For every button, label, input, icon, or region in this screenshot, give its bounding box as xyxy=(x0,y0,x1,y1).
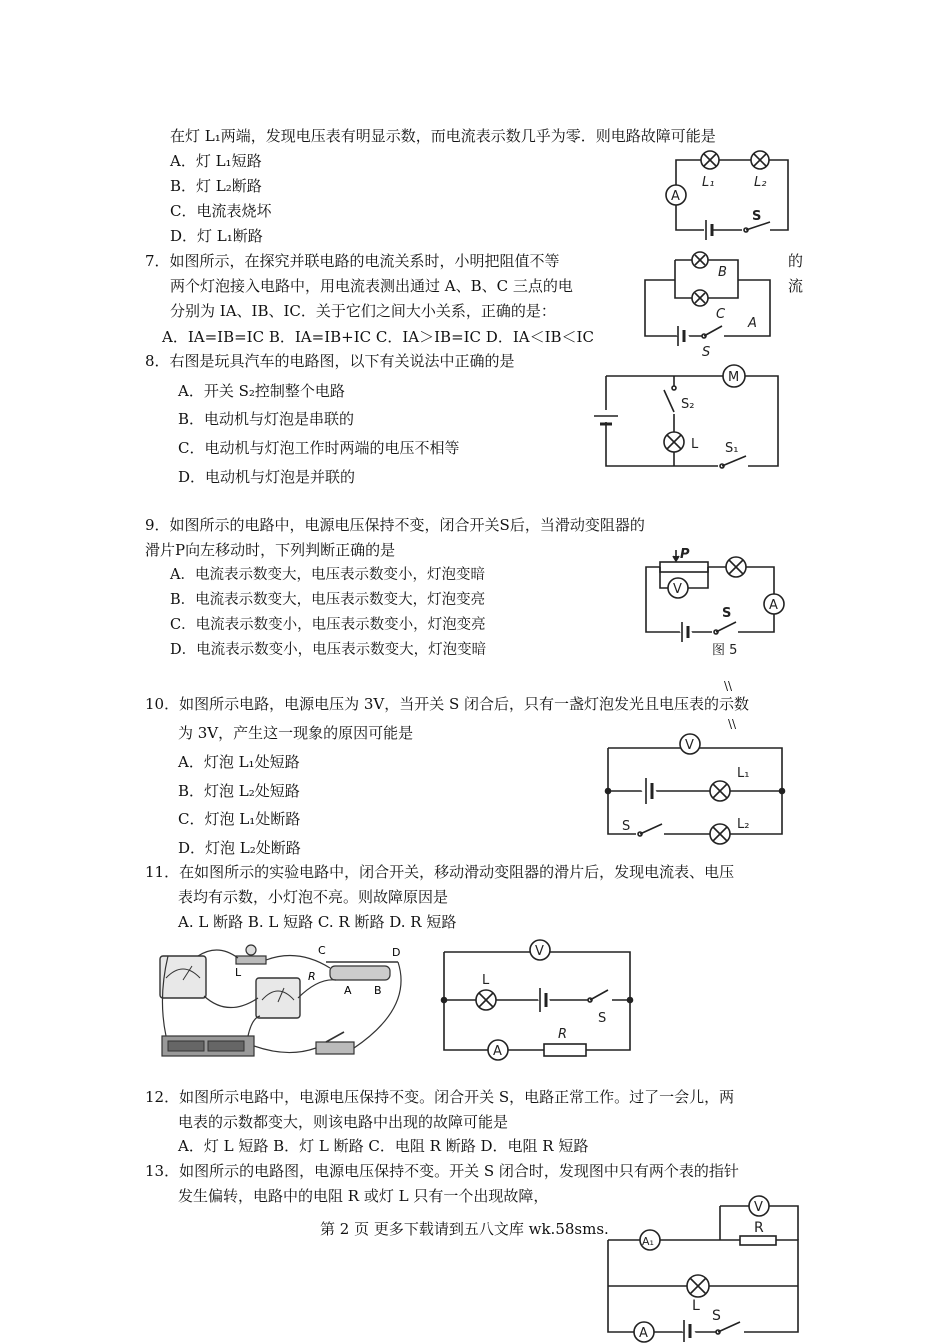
lamp-label: L xyxy=(482,973,490,988)
figure-caption: 图 5 xyxy=(712,643,738,658)
q7-circuit-diagram xyxy=(640,248,780,358)
page-footer: 第 2 页 更多下载请到五八文库 wk.58sms. xyxy=(320,1220,609,1238)
lamp-label: L xyxy=(691,437,699,452)
q9-option-b: B．电流表示数变大，电压表示数变大，灯泡变亮 xyxy=(170,592,486,608)
switch-label: S xyxy=(598,1011,607,1026)
switch-label: S xyxy=(752,209,762,224)
q8-stem: 8．右图是玩具汽车的电路图，以下有关说法中正确的是 xyxy=(145,352,515,370)
q12-line-1: 12．如图所示电路中，电源电压保持不变。闭合开关 S，电路正常工作。过了一会儿，两 xyxy=(145,1088,735,1106)
photo-label-b: B xyxy=(374,984,382,997)
q9-circuit-diagram xyxy=(640,546,800,661)
photo-label-r: R xyxy=(308,970,316,983)
point-c-label: C xyxy=(716,307,726,322)
q11-line-2: 表均有示数，小灯泡不亮。则故障原因是 xyxy=(178,888,449,906)
resistor-icon xyxy=(740,1236,776,1245)
ammeter-label: A xyxy=(671,189,680,204)
q6-option-d: D．灯 L₁断路 xyxy=(170,227,263,245)
lamp2-label: L₂ xyxy=(754,175,767,190)
ammeter-label: A xyxy=(493,1044,502,1059)
rheostat-device-icon xyxy=(330,966,390,980)
point-b-label: B xyxy=(718,265,727,280)
q6-stem: 在灯 L₁两端，发现电压表有明显示数，而电流表示数几乎为零．则电路故障可能是 xyxy=(170,127,716,145)
switch-label: S xyxy=(712,1308,721,1324)
photo-label-a: A xyxy=(344,984,352,997)
q7-line-1-tail: 的 xyxy=(788,252,804,270)
q10-mark-right: \\ xyxy=(728,717,737,731)
voltmeter-label: V xyxy=(535,944,544,959)
resistor-label: R xyxy=(558,1027,568,1042)
bulb-holder-icon xyxy=(236,956,266,964)
photo-label-l: L xyxy=(235,966,242,979)
q13-line-1: 13．如图所示的电路图，电源电压保持不变。开关 S 闭合时，发现图中只有两个表的指针 xyxy=(145,1162,739,1180)
q7-line-3: 分别为 IA、IB、IC．关于它们之间大小关系，正确的是： xyxy=(170,302,556,320)
q8-option-a: A．开关 S₂控制整个电路 xyxy=(178,382,345,400)
q7-line-1: 7．如图所示，在探究并联电路的电流关系时，小明把阻值不等 xyxy=(145,252,560,270)
q13-line-2: 发生偏转，电路中的电阻 R 或灯 L 只有一个出现故障， xyxy=(178,1187,549,1205)
q9-line-1: 9．如图所示的电路中，电源电压保持不变，闭合开关S后，当滑动变阻器的 xyxy=(145,516,645,534)
q7-line-2: 两个灯泡接入电路中，用电流表测出通过 A、B、C 三点的电 xyxy=(170,277,573,295)
lamp1-label: L₁ xyxy=(737,766,750,781)
lamp1-label: L₁ xyxy=(702,175,715,190)
switch-label: S xyxy=(622,819,631,834)
q6-option-a: A．灯 L₁短路 xyxy=(170,152,262,170)
switch-label: S xyxy=(722,606,732,621)
q9-option-d: D．电流表示数变小，电压表示数变大，灯泡变暗 xyxy=(170,642,487,658)
switch-device-icon xyxy=(316,1042,354,1054)
q7-options: A．IA=IB=IC B．IA=IB+IC C．IA＞IB=IC D．IA＜IB＜IC xyxy=(162,328,594,346)
q10-option-a: A．灯泡 L₁处短路 xyxy=(178,753,300,771)
voltmeter-label: V xyxy=(754,1200,763,1215)
voltmeter-label: V xyxy=(685,738,694,753)
q11-options: A. L 断路 B. L 短路 C. R 断路 D. R 短路 xyxy=(178,913,457,931)
q11-apparatus-photo xyxy=(148,938,413,1068)
ammeter1-label: A₁ xyxy=(642,1235,654,1248)
q10-option-d: D．灯泡 L₂处断路 xyxy=(178,839,301,857)
bulb-icon xyxy=(246,945,256,955)
lamp-label: L xyxy=(692,1298,700,1314)
q6-option-c: C．电流表烧坏 xyxy=(170,202,272,220)
ammeter-label: A xyxy=(769,598,778,613)
q10-circuit-diagram xyxy=(600,730,790,845)
resistor-label: R xyxy=(754,1220,764,1236)
q6-option-b: B．灯 L₂断路 xyxy=(170,177,262,195)
q10-option-c: C．灯泡 L₁处断路 xyxy=(178,810,301,828)
q12-options: A．灯 L 短路 B．灯 L 断路 C．电阻 R 断路 D．电阻 R 短路 xyxy=(178,1137,589,1155)
q10-mark-top: \\ xyxy=(724,679,733,693)
photo-label-c: C xyxy=(318,944,326,957)
q9-line-2: 滑片P向左移动时，下列判断正确的是 xyxy=(145,541,396,559)
point-a-label: A xyxy=(748,316,757,331)
photo-label-d: D xyxy=(392,946,401,959)
q9-option-c: C．电流表示数变小，电压表示数变小，灯泡变亮 xyxy=(170,617,486,633)
ammeter-label: A xyxy=(639,1326,648,1341)
switch-label: S xyxy=(702,345,711,360)
motor-label: M xyxy=(728,370,740,385)
q6-circuit-diagram xyxy=(660,148,800,243)
slider-p-label: P xyxy=(680,547,690,562)
q8-option-b: B．电动机与灯泡是串联的 xyxy=(178,410,355,428)
q12-line-2: 电表的示数都变大，则该电路中出现的故障可能是 xyxy=(178,1113,509,1131)
q11-line-1: 11．在如图所示的实验电路中，闭合开关，移动滑动变阻器的滑片后，发现电流表、电压 xyxy=(145,863,735,881)
voltmeter-label: V xyxy=(673,582,682,597)
q10-option-b: B．灯泡 L₂处短路 xyxy=(178,782,300,800)
q13-circuit-diagram xyxy=(604,1196,804,1342)
q10-line-2: 为 3V，产生这一现象的原因可能是 xyxy=(178,724,414,742)
q9-option-a: A．电流表示数变大，电压表示数变小，灯泡变暗 xyxy=(170,567,485,583)
q8-option-d: D．电动机与灯泡是并联的 xyxy=(178,468,356,486)
q11-circuit-diagram xyxy=(440,940,635,1065)
q10-line-1: 10．如图所示电路，电源电压为 3V，当开关 S 闭合后，只有一盏灯泡发光且电压表的示数 xyxy=(145,695,750,713)
resistor-icon xyxy=(544,1044,586,1056)
voltmeter-device-icon xyxy=(256,978,300,1018)
q8-circuit-diagram xyxy=(590,362,790,472)
switch2-label: S₂ xyxy=(681,397,695,412)
q8-option-c: C．电动机与灯泡工作时两端的电压不相等 xyxy=(178,439,460,457)
rheostat-icon xyxy=(660,562,708,572)
lamp2-label: L₂ xyxy=(737,817,750,832)
q7-line-2-tail: 流 xyxy=(788,277,804,295)
switch1-label: S₁ xyxy=(725,441,739,456)
